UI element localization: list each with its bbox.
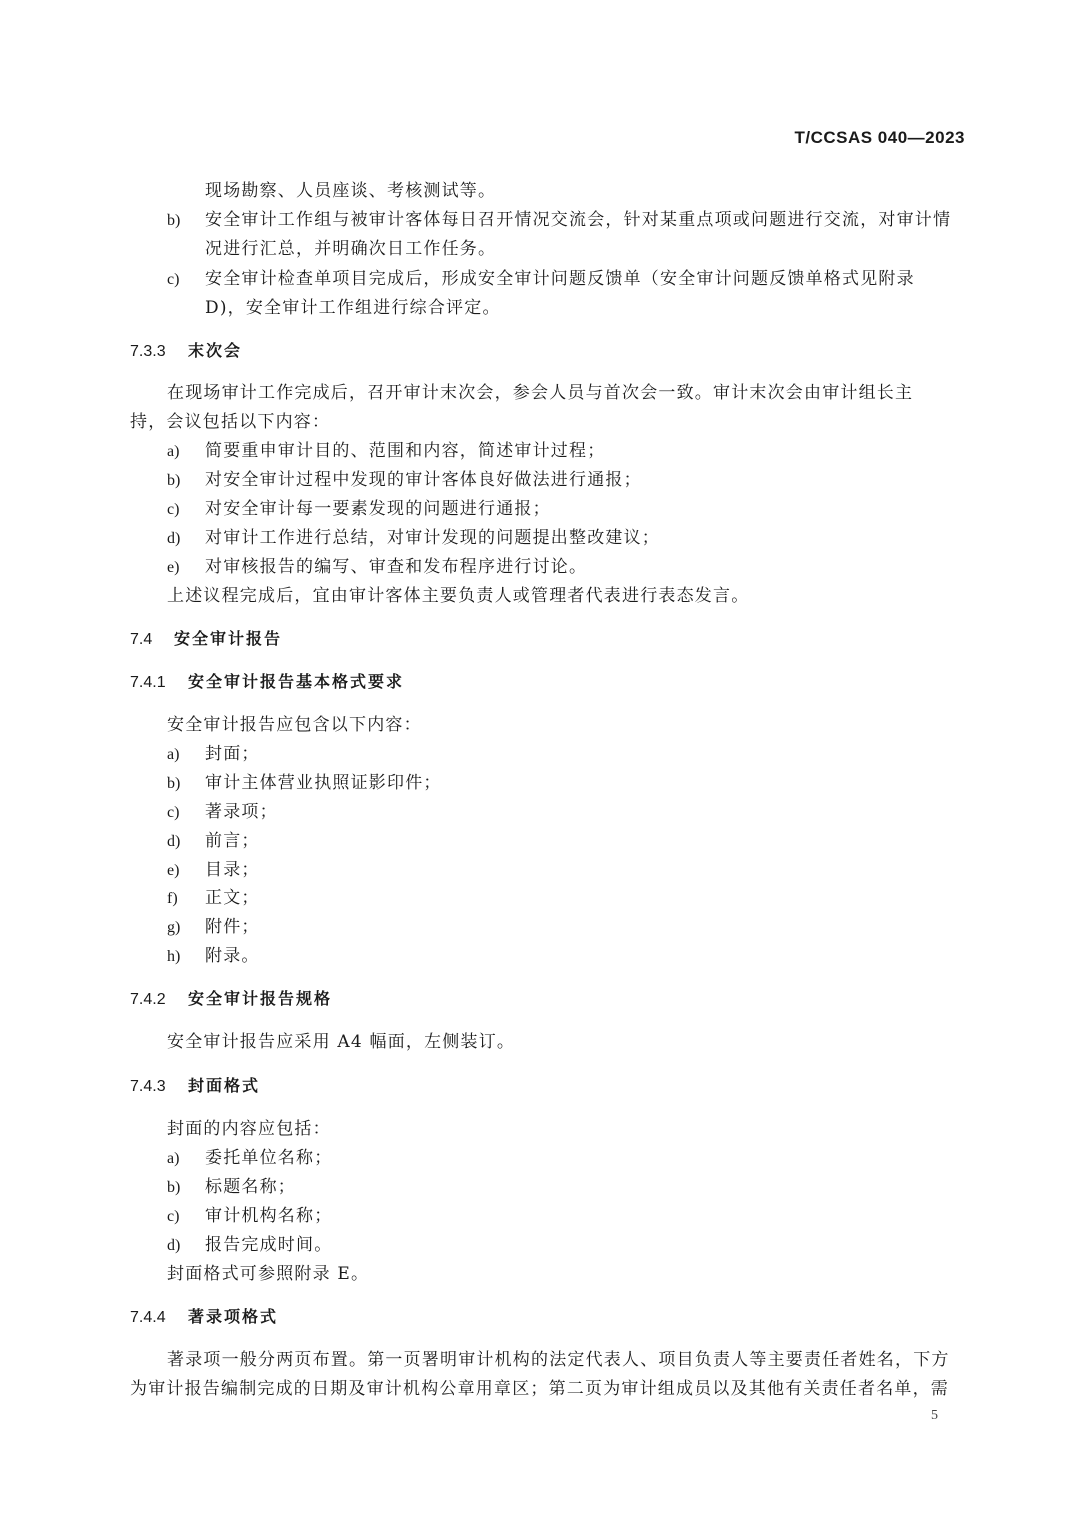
- list-text: 正文；: [205, 888, 260, 908]
- list-text: 对安全审计每一要素发现的问题进行通报；: [205, 499, 551, 519]
- list-marker: a): [167, 746, 180, 763]
- list-text: 著录项；: [205, 802, 278, 822]
- section-heading-7-3-3: [130, 340, 242, 363]
- section-number: 7.4.2: [130, 991, 166, 1008]
- list-item-continuation: 况进行汇总，并明确次日工作任务。: [205, 239, 497, 259]
- list-item: [167, 772, 442, 795]
- list-item: [167, 498, 551, 521]
- paragraph-line: 上述议程完成后，宜由审计客体主要负责人或管理者代表进行表态发言。: [167, 586, 750, 606]
- paragraph-line: 为审计报告编制完成的日期及审计机构公章用章区；第二页为审计组成员以及其他有关责任者名单，需: [130, 1379, 949, 1399]
- list-text: 对审计工作进行总结，对审计发现的问题提出整改建议；: [205, 528, 660, 548]
- list-marker: d): [167, 1237, 181, 1254]
- list-item: [167, 945, 260, 968]
- list-text: 附件；: [205, 917, 260, 937]
- section-title: 末次会: [188, 341, 243, 360]
- paragraph-line: 封面格式可参照附录 E。: [167, 1264, 370, 1284]
- list-item: [167, 527, 660, 550]
- list-marker: e): [167, 559, 180, 576]
- list-marker: c): [167, 1208, 180, 1225]
- paragraph-line: 在现场审计工作完成后，召开审计末次会，参会人员与首次会一致。审计末次会由审计组长主: [167, 383, 914, 403]
- list-item: [167, 859, 260, 882]
- list-item: [167, 1234, 332, 1257]
- list-text: 标题名称；: [205, 1177, 296, 1197]
- section-number: 7.4.3: [130, 1078, 166, 1095]
- list-marker: c): [167, 271, 180, 288]
- list-text: 前言；: [205, 831, 260, 851]
- paragraph-line: 封面的内容应包括：: [167, 1119, 331, 1139]
- list-marker: b): [167, 775, 181, 792]
- list-marker: e): [167, 862, 180, 879]
- list-marker: d): [167, 833, 181, 850]
- list-marker: c): [167, 804, 180, 821]
- list-item: [167, 887, 260, 910]
- list-marker: b): [167, 472, 181, 489]
- page-number: 5: [931, 1408, 938, 1423]
- list-text: 对审核报告的编写、审查和发布程序进行讨论。: [205, 557, 588, 577]
- list-marker: b): [167, 1179, 181, 1196]
- list-text: 附录。: [205, 946, 260, 966]
- list-text: 目录；: [205, 860, 260, 880]
- paragraph-line: 安全审计报告应包含以下内容：: [167, 715, 422, 735]
- section-heading-7-4-1: [130, 671, 404, 694]
- section-title: 安全审计报告基本格式要求: [188, 672, 405, 691]
- section-heading-7-4-2: [130, 988, 332, 1011]
- list-marker: g): [167, 919, 181, 936]
- list-marker: c): [167, 501, 180, 518]
- list-marker: a): [167, 443, 180, 460]
- list-item: [167, 440, 605, 463]
- list-marker: a): [167, 1150, 180, 1167]
- list-marker: d): [167, 530, 181, 547]
- list-text: 简要重申审计目的、范围和内容，简述审计过程；: [205, 441, 606, 461]
- list-item: [167, 209, 951, 232]
- list-text: 对安全审计过程中发现的审计客体良好做法进行通报；: [205, 470, 642, 490]
- list-item: [167, 743, 260, 766]
- section-heading-7-4-3: [130, 1075, 260, 1098]
- list-item: [167, 1205, 332, 1228]
- list-marker: f): [167, 890, 178, 907]
- list-text: 审计机构名称；: [205, 1206, 333, 1226]
- section-title: 著录项格式: [188, 1307, 279, 1326]
- section-number: 7.4.4: [130, 1309, 166, 1326]
- document-id: T/CCSAS 040—2023: [794, 128, 965, 147]
- section-title: 安全审计报告: [174, 629, 283, 648]
- list-marker: h): [167, 948, 181, 965]
- section-title: 安全审计报告规格: [188, 989, 333, 1008]
- list-marker: b): [167, 212, 181, 229]
- list-item: [167, 801, 278, 824]
- list-item-continuation: 现场勘察、人员座谈、考核测试等。: [205, 181, 497, 201]
- list-item: [167, 1176, 296, 1199]
- list-item: [167, 268, 915, 291]
- section-number: 7.4: [130, 631, 153, 648]
- list-text: 安全审计检查单项目完成后，形成安全审计问题反馈单（安全审计问题反馈单格式见附录: [205, 269, 915, 289]
- list-text: 封面；: [205, 744, 260, 764]
- list-item: [167, 1147, 332, 1170]
- section-heading-7-4-4: [130, 1306, 278, 1329]
- list-item: [167, 556, 587, 579]
- list-item: [167, 830, 260, 853]
- section-number: 7.3.3: [130, 343, 166, 360]
- list-text: 委托单位名称；: [205, 1148, 333, 1168]
- section-number: 7.4.1: [130, 674, 166, 691]
- list-item: [167, 916, 260, 939]
- paragraph-line: 安全审计报告应采用 A4 幅面，左侧装订。: [167, 1032, 516, 1052]
- list-text: 审计主体营业执照证影印件；: [205, 773, 442, 793]
- list-text: 报告完成时间。: [205, 1235, 333, 1255]
- paragraph-line: 持，会议包括以下内容：: [130, 412, 331, 432]
- paragraph-line: 著录项一般分两页布置。第一页署明审计机构的法定代表人、项目负责人等主要责任者姓名，下方: [167, 1350, 950, 1370]
- section-heading-7-4: [130, 628, 282, 651]
- list-item: [167, 469, 642, 492]
- list-item-continuation: D)，安全审计工作组进行综合评定。: [205, 298, 501, 318]
- section-title: 封面格式: [188, 1076, 261, 1095]
- list-text: 安全审计工作组与被审计客体每日召开情况交流会，针对某重点项或问题进行交流，对审计情: [205, 210, 952, 230]
